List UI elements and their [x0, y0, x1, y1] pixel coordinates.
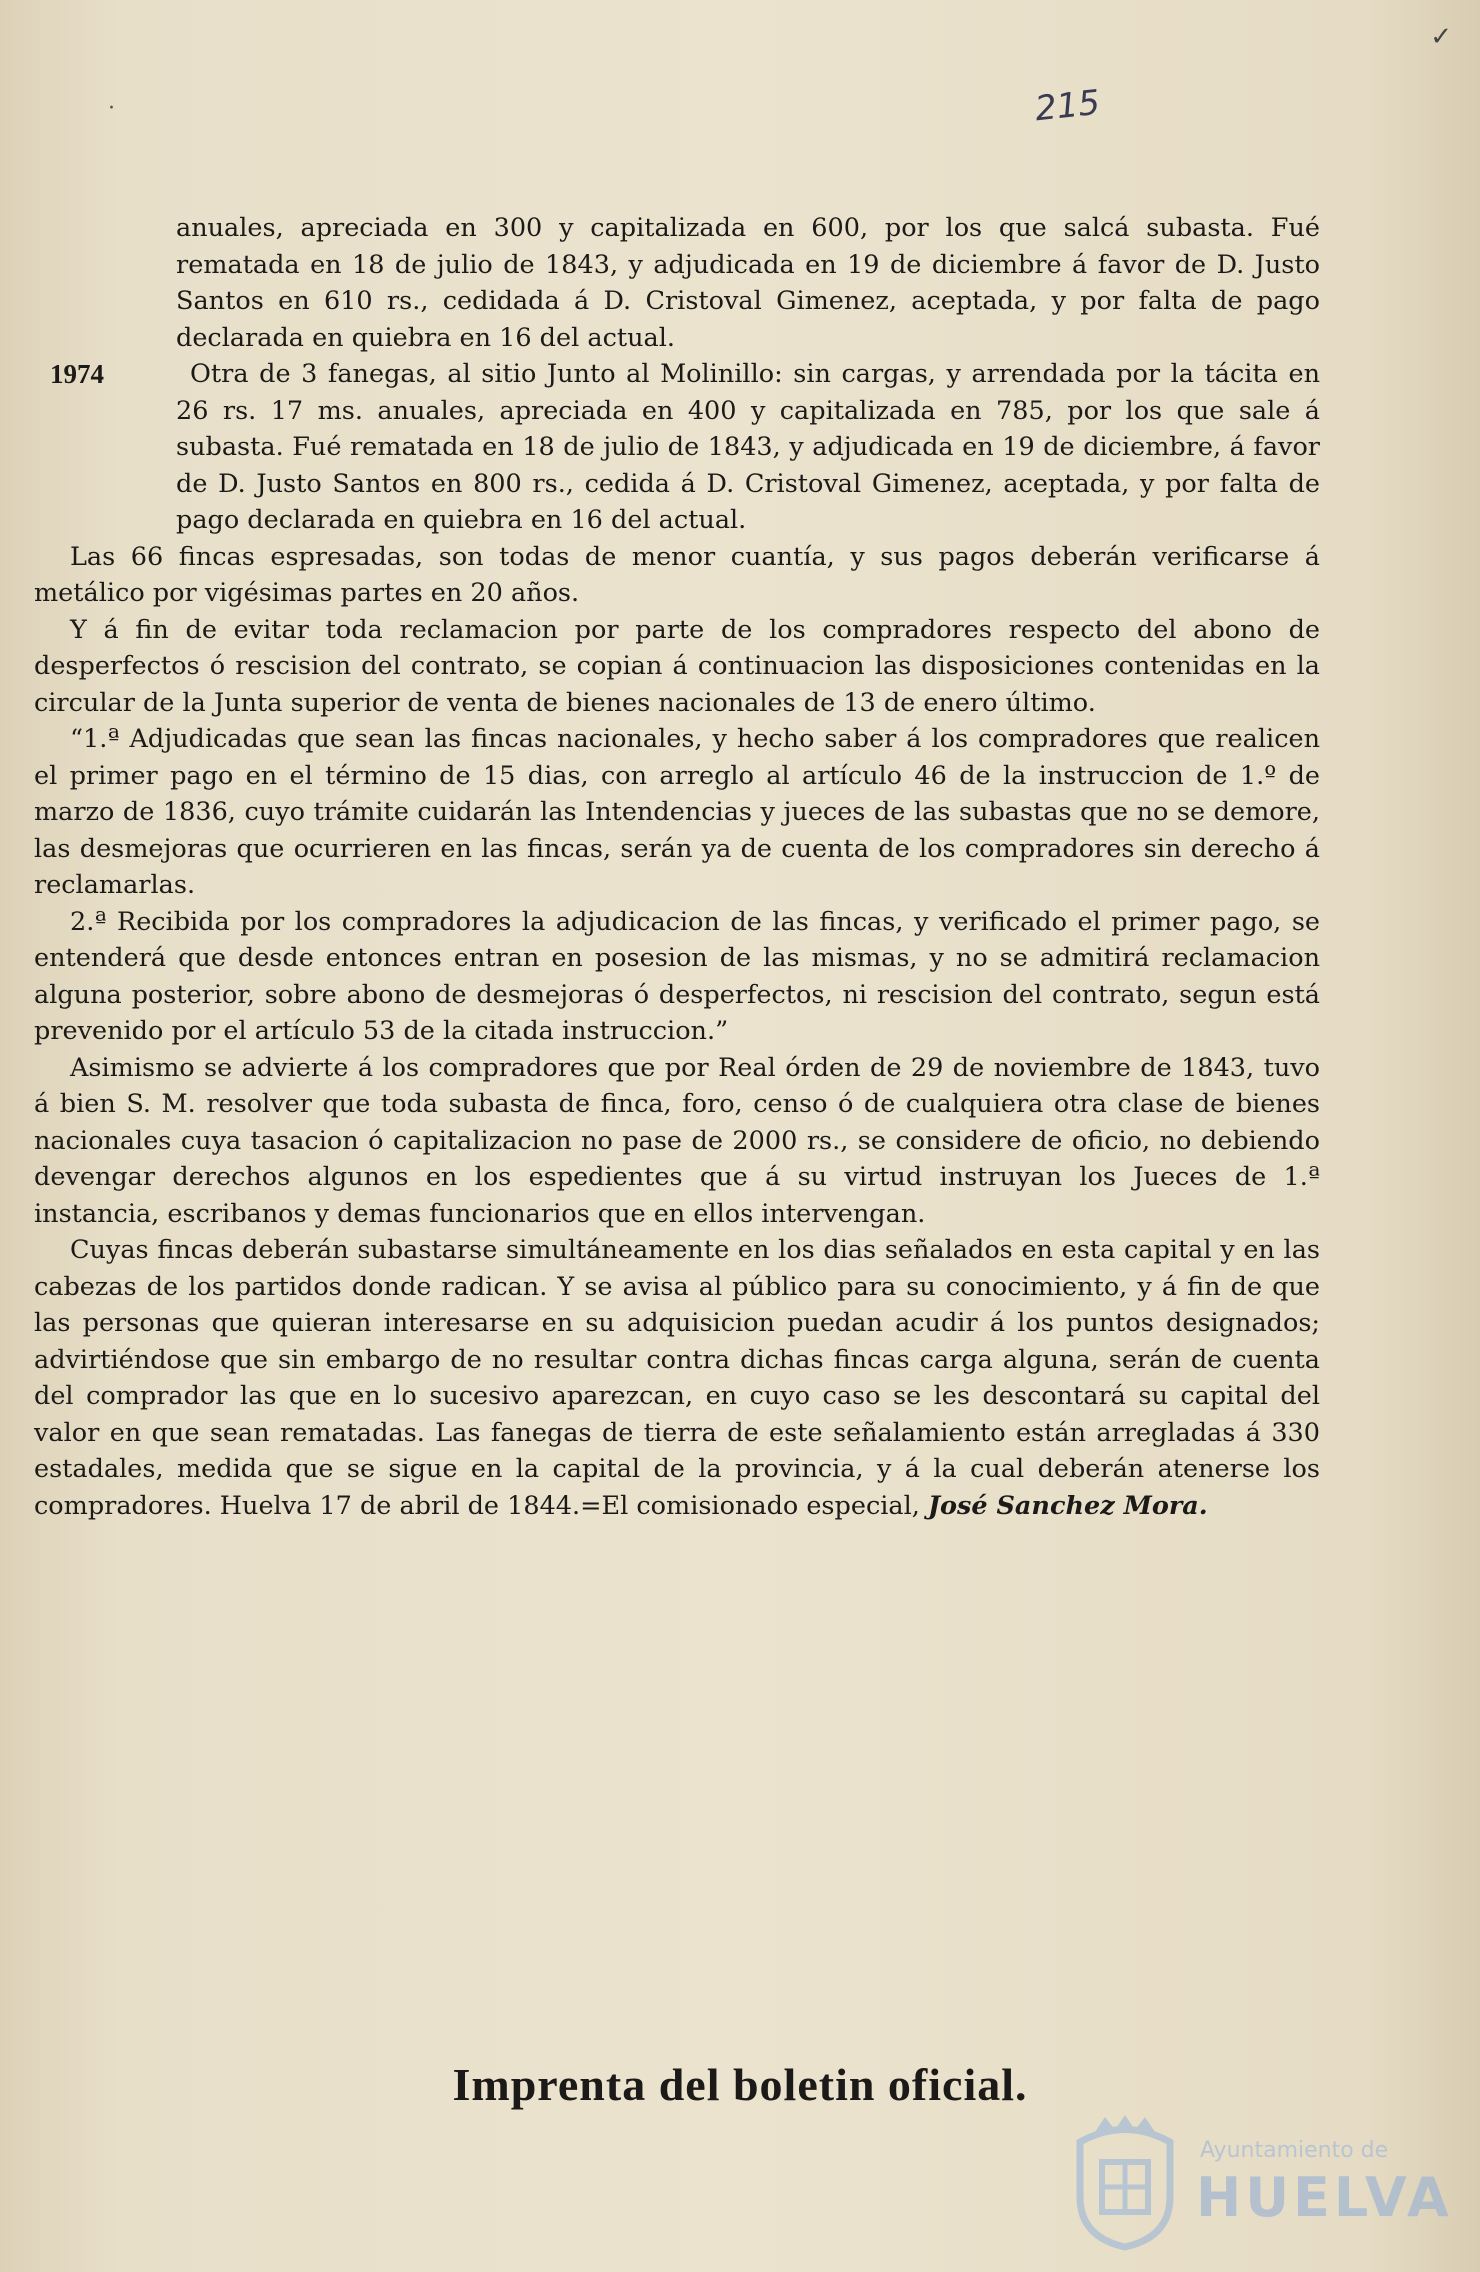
document-body [34, 210, 1320, 1524]
paragraph-disposicion-1: “1.ª Adjudicadas que sean las fincas nacionales, y hecho saber á los compradores que realicen el primer pago en el término de 15 dias, con arreglo al artículo 46 de la instruccion de 1.º de marzo de 1836, cuyo trámite cuidarán las Intendencias y jueces de las subastas que no se demore, las desmejoras que ocurrieren en las fincas, serán ya de cuenta de los compradores sin derecho á reclamarlas. [34, 724, 1320, 900]
page-folio-number: 215 [1033, 82, 1102, 130]
paragraph-closing [34, 1232, 1320, 1524]
entry-number: 1974 [50, 359, 104, 389]
watermark-logo [1060, 2108, 1453, 2258]
crest-icon [1060, 2112, 1190, 2252]
entry-previous-text: anuales, apreciada en 300 y capitalizada en 600, por los que salcá subasta. Fué rematada en 18 de julio de 1843, y adjudicada en 19 de diciembre á favor de D. Justo Santos en 610 rs., cedidada á D. Cristoval Gimenez, aceptada, y por falta de pago declarada en quiebra en 16 del actual. [176, 213, 1320, 353]
entry-1974 [34, 356, 1320, 539]
paragraph-disposicion-2: 2.ª Recibida por los compradores la adjudicacion de las fincas, y verificado el primer pago, se entenderá que desde entonces entran en posesion de las mismas, y no se admitirá reclamacion alguna posterior, sobre abono de desmejoras ó desperfectos, ni rescision del contrato, segun está prevenido por el artículo 53 de la citada instruccion.” [34, 906, 1320, 1046]
ink-dot: · [108, 96, 115, 121]
entry-previous [34, 210, 1320, 356]
entry-1974-text: Otra de 3 fanegas, al sitio Junto al Molinillo: sin cargas, y arrendada por la tácita en 26 rs. 17 ms. anuales, apreciada en 400 y capitalizada en 785, por los que sale á subasta. Fué rematada en 18 de julio de 1843, y adjudicada en 19 de diciembre, á favor de D. Justo Santos en 800 rs., cedida á D. Cristoval Gimenez, aceptada, y por falta de pago declarada en quiebra en 16 del actual. [176, 359, 1320, 535]
paragraph-reclamacion: Y á fin de evitar toda reclamacion por parte de los compradores respecto del abono de desperfectos ó rescision del contrato, se copian á continuacion las disposiciones contenidas en la circular de la Junta superior de venta de bienes nacionales de 13 de enero último. [34, 614, 1320, 718]
watermark-line-1: Ayuntamiento de [1200, 2138, 1389, 2163]
corner-mark: ✓ [1430, 22, 1452, 52]
signature: José Sanchez Mora. [927, 1490, 1208, 1521]
printer-imprint: Imprenta del boletin oficial. [452, 2059, 1028, 2110]
paragraph-fincas-summary: Las 66 fincas espresadas, son todas de menor cuantía, y sus pagos deberán verificarse á metálico por vigésimas partes en 20 años. [34, 541, 1320, 608]
watermark-line-2: HUELVA [1196, 2166, 1453, 2229]
closing-text: Cuyas fincas deberán subastarse simultáneamente en los dias señalados en esta capital y en las cabezas de los partidos donde radican. Y se avisa al público para su conocimiento, y á fin de que las personas que quieran interesarse en su adquisicion puedan acudir á los puntos designados; advirtiéndose que sin embargo de no resultar contra dichas fincas carga alguna, serán de cuenta del comprador las que en lo sucesivo aparezcan, en cuyo caso se les descontará su capital del valor en que sean rematadas. Las fanegas de tierra de este señalamiento están arregladas á 330 estadales, medida que se sigue en la capital de la provincia, y á la cual deberán atenerse los compradores. Huelva 17 de abril de 1844.=El comisionado especial, [34, 1235, 1320, 1521]
paragraph-real-orden: Asimismo se advierte á los compradores que por Real órden de 29 de noviembre de 1843, tuvo á bien S. M. resolver que toda subasta de finca, foro, censo ó de cualquiera otra clase de bienes nacionales cuya tasacion ó capitalizacion no pase de 2000 rs., se considere de oficio, no debiendo devengar derechos algunos en los espedientes que á su virtud instruyan los Jueces de 1.ª instancia, escribanos y demas funcionarios que en ellos intervengan. [34, 1052, 1320, 1229]
